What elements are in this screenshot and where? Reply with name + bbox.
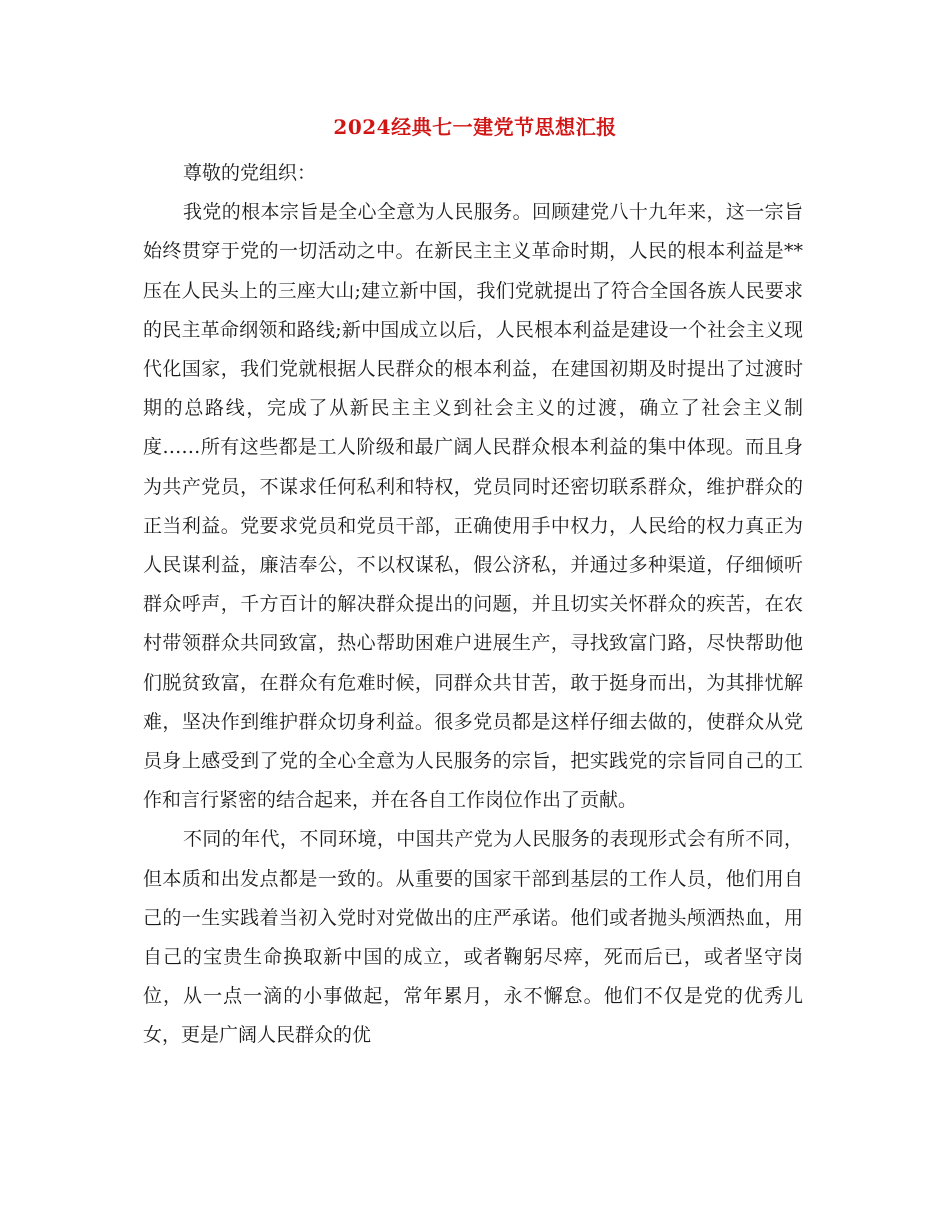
body-paragraph-1: 我党的根本宗旨是全心全意为人民服务。回顾建党八十九年来，这一宗旨始终贯穿于党的一切活动之中。在新民主主义革命时期，人民的根本利益是**压在人民头上的三座大山;建立新中国，我们党就提出了符合全国各族人民要求的民主革命纲领和路线;新中国成立以后，人民根本利益是建设一个社会主义现代化国家，我们党就根据人民群众的根本利益，在建国初期及时提出了过渡时期的总路线，完成了从新民主主义到社会主义的过渡，确立了社会主义制度……所有这些都是工人阶级和最广阔人民群众根本利益的集中体现。而且身为共产党员，不谋求任何私利和特权，党员同时还密切联系群众，维护群众的正当利益。党要求党员和党员干部，正确使用手中权力，人民给的权力真正为人民谋利益，廉洁奉公，不以权谋私，假公济私，并通过多种渠道，仔细倾听群众呼声，千方百计的解决群众提出的问题，并且切实关怀群众的疾苦，在农村带领群众共同致富，热心帮助困难户进展生产，寻找致富门路，尽快帮助他们脱贫致富，在群众有危难时候，同群众共甘苦，敢于挺身而出，为其排忧解难，坚决作到维护群众切身利益。很多党员都是这样仔细去做的，使群众从党员身上感受到了党的全心全意为人民服务的宗旨，把实践党的宗旨同自己的工作和言行紧密的结合起来，并在各自工作岗位作出了贡献。: [143, 201, 803, 812]
document-body: [143, 154, 803, 1056]
body-paragraph-2: 不同的年代，不同环境，中国共产党为人民服务的表现形式会有所不同，但本质和出发点都是一致的。从重要的国家干部到基层的工作人员，他们用自己的一生实践着当初入党时对党做出的庄严承诺。他们或者抛头颅洒热血，用自己的宝贵生命换取新中国的成立，或者鞠躬尽瘁，死而后已，或者坚守岗位，从一点一滴的小事做起，常年累月，永不懈怠。他们不仅是党的优秀儿女，更是广阔人民群众的优: [143, 828, 803, 1047]
greeting-paragraph: 尊敬的党组织：: [183, 162, 317, 184]
document-title: 2024经典七一建党节思想汇报: [333, 115, 617, 139]
